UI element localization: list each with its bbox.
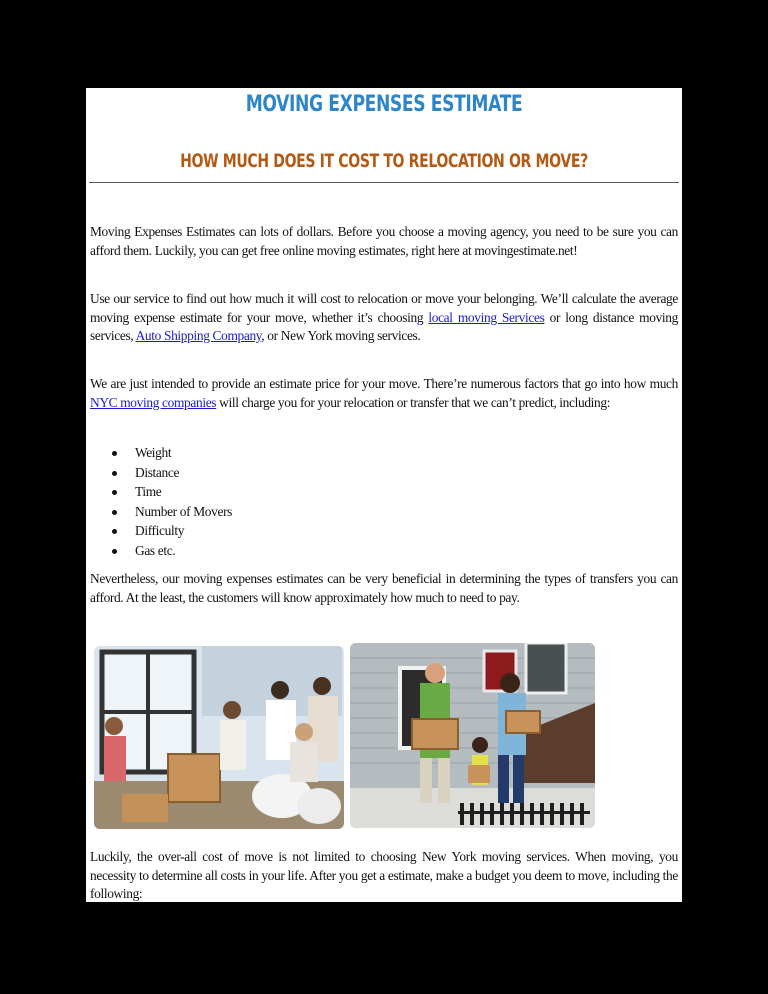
local-moving-link[interactable]: local moving Services (428, 309, 545, 325)
page-title: MOVING EXPENSES ESTIMATE (245, 92, 523, 117)
auto-shipping-link[interactable]: Auto Shipping Company (135, 328, 262, 343)
list-item: Time (106, 482, 232, 502)
factors-list (106, 443, 232, 560)
list-item: Weight (106, 443, 232, 463)
factors-text-b: will charge you for your relocation or transfer that we can’t predict, including: (216, 394, 611, 410)
family-moving-photo (350, 643, 595, 828)
list-item: Distance (106, 463, 232, 483)
service-text-c: , or New York moving services. (261, 328, 421, 343)
service-paragraph (90, 290, 678, 346)
list-item: Gas etc. (106, 541, 232, 561)
nyc-moving-link[interactable]: NYC moving companies (90, 394, 217, 410)
list-item: Difficulty (106, 521, 232, 541)
document-page (86, 88, 682, 902)
header-divider (89, 182, 679, 183)
page-subtitle: HOW MUCH DOES IT COST TO RELOCATION OR MOVE? (180, 150, 588, 172)
intro-paragraph: Moving Expenses Estimates can lots of dollars. Before you choose a moving agency, you need to be sure you can afford them. Luckily, you can get free online moving estimates, right here at movingestimate.net! (90, 224, 678, 258)
service-text-a: Use our service to find out how much it will cost to relocation or move your belonging. We’ll calculate the average moving expense estimate for your move, whether it’s choosing (90, 291, 678, 325)
office-movers-photo (94, 646, 344, 829)
factors-text-a: We are just intended to provide an estimate price for your move. There’re numerous factors that go into how much (90, 376, 678, 391)
factors-paragraph (90, 375, 678, 412)
luckily-paragraph: Luckily, the over-all cost of move is not limited to choosing New York moving services. When moving, you necessity to determine all costs in your life. After you get a estimate, make a budget you deem to move, including the following: (90, 849, 678, 901)
service-text-b: or long distance moving services, (90, 309, 678, 343)
nevertheless-paragraph: Nevertheless, our moving expenses estimates can be very beneficial in determining the types of transfers you can afford. At the least, the customers will know approximately how much to need to pay. (90, 571, 678, 605)
list-item: Number of Movers (106, 502, 232, 522)
